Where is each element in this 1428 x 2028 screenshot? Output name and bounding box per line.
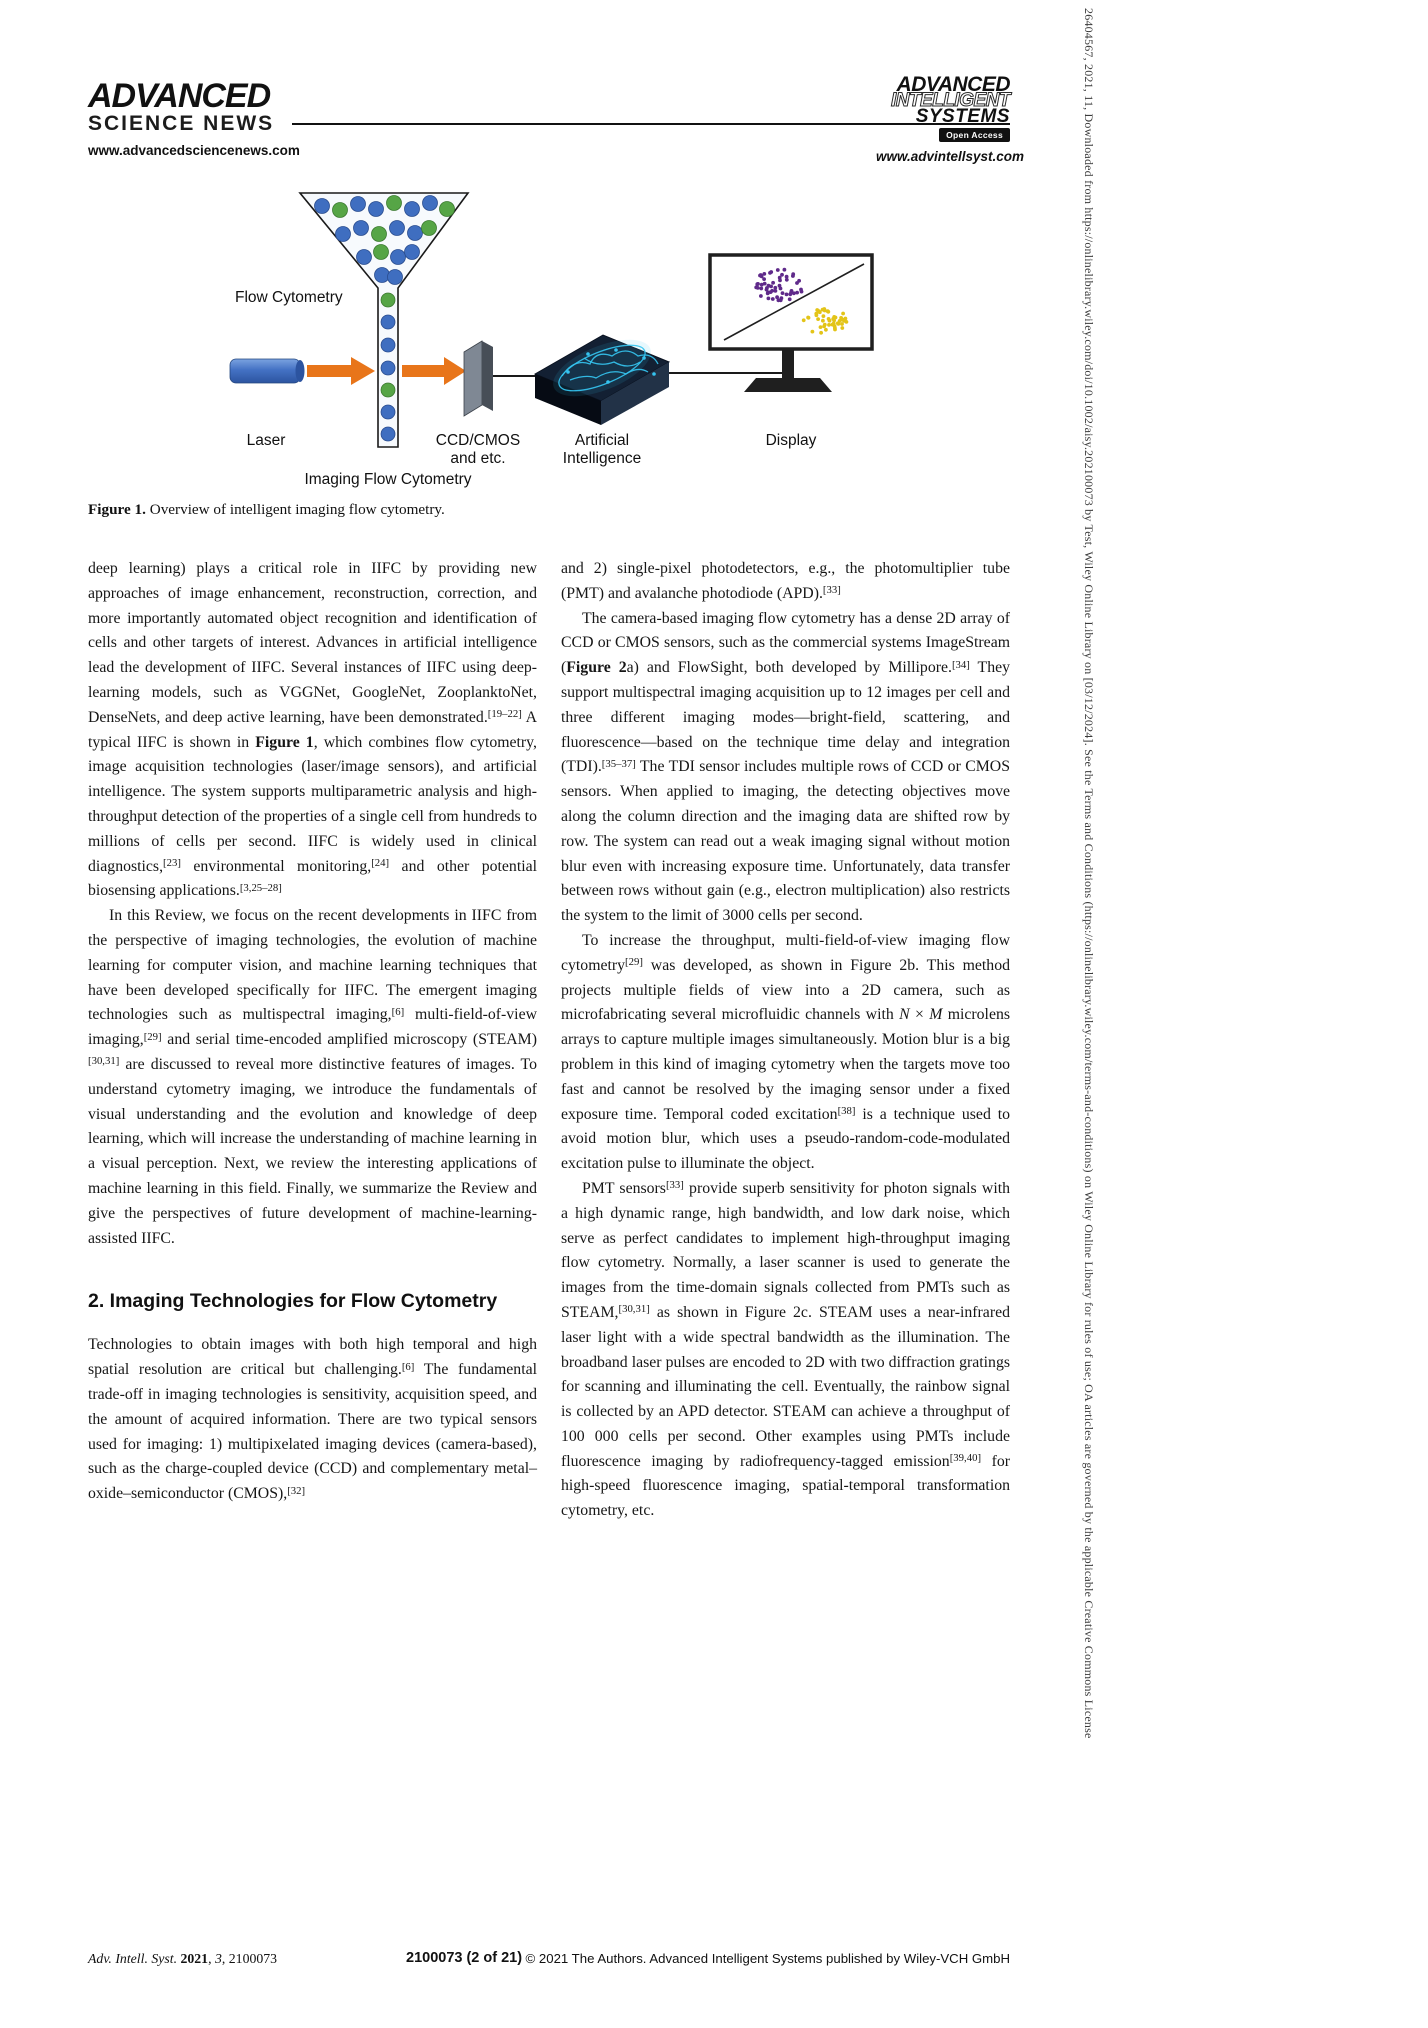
ai-processor-box xyxy=(535,328,669,425)
paragraph-right-1: and 2) single-pixel photodetectors, e.g., the photomultiplier tube (PMT) and avalanche photodiode (APD).[33] xyxy=(561,560,1010,602)
open-access-badge: Open Access xyxy=(939,128,1010,142)
paragraph-left-3: Technologies to obtain images with both high temporal and high spatial resolution are critical but challenging.[6] The fundamental trade-off in imaging technologies is sensitivity, acquisition speed, and the amount of acquired information. There are two typical sensors used for imaging: 1) multipixelated imaging devices (camera-based), such as the charge-coupled device (CCD) and complementary metal–oxide–semiconductor (CMOS),[32] xyxy=(88,1336,537,1503)
logo-ais-advanced-text: ADVANCED xyxy=(896,73,1010,96)
paragraph-right-4: PMT sensors[33] provide superb sensitivity for photon signals with a high dynamic range, high bandwidth, and low dark noise, which serve as perfect candidates to implement high-throughput imaging flow cytometry. Normally, a laser scanner is used to generate the images from the time-domain signals collected from PMTs such as STEAM,[30,31] as shown in Figure 2c. STEAM uses a near-infrared laser light with a wide spectral bandwidth as the illumination. The broadband laser pulses are encoded to 2D with two diffraction gratings for scanning and illuminating the cell. Eventually, the rainbow signal is collected by an APD detector. STEAM can achieve a throughput of 100 000 cells per second. Other examples using PMTs include fluorescence imaging by radiofrequency-tagged emission[39,40] for high-speed fluorescence imaging, spatial-temporal transformation cytometry, etc. xyxy=(561,1179,1010,1520)
label-display: Display xyxy=(765,432,817,449)
label-ccd-line2: and etc. xyxy=(450,450,506,467)
download-license-sidebar-text: 26404567, 2021, 11, Downloaded from https://onlinelibrary.wiley.com/doi/10.1002/aisy.202100073 by Test, Wiley Online Library on [03/12/2024]. See the Terms and Conditions (https://onlinelibrary.wiley.com/terms-and-conditions) on Wiley Online Library for rules of use; OA articles are governed by the applicable Creative Commons License xyxy=(1082,8,1096,1739)
laser-device xyxy=(230,359,305,383)
flow-output-arrow xyxy=(402,357,466,385)
footer-copyright: © 2021 The Authors. Advanced Intelligent Systems published by Wiley-VCH GmbH xyxy=(525,1951,1010,1966)
monitor-stand-base xyxy=(744,378,832,392)
logo-advanced-text: ADVANCED xyxy=(88,77,271,115)
logo-science-news-text: SCIENCE NEWS xyxy=(88,112,275,135)
ccd-sensor-plate xyxy=(464,341,493,416)
right-logo-url[interactable]: www.advintellsyst.com xyxy=(876,149,1025,164)
figure1-diagram xyxy=(88,182,1010,494)
page-footer xyxy=(88,1951,1010,1971)
paragraph-left-1: deep learning) plays a critical role in IIFC by providing new approaches of image enhancement, reconstruction, correction, and more importantly automated object recognition and identification of cells and other targets of interest. Advances in artificial intelligence lead the development of IIFC. Several instances of IIFC using deep-learning models, such as VGGNet, GoogleNet, ZooplanktoNet, DenseNets, and deep active learning, have been demonstrated.[19–22] A typical IIFC is shown in Figure 1, which combines flow cytometry, image acquisition technologies (laser/image sensors), and artificial intelligence. The system supports multiparametric analysis and high-throughput detection of the properties of a single cell from hundreds to millions of cells per second. IIFC is widely used in clinical diagnostics,[23] environmental monitoring,[24] and other potential biosensing applications.[3,25–28] xyxy=(88,560,538,900)
paragraph-right-3: To increase the throughput, multi-field-of-view imaging flow cytometry[29] was developed, as shown in Figure 2b. This method projects multiple fields of view into a 2D camera, such as microfabricating several microfluidic channels with N × M microlens arrays to capture multiple images simultaneously. Motion blur is a big problem in this kind of imaging cytometry when the targets move too fast and cannot be resolved by the imaging sensor under a fixed exposure time. Temporal coded excitation[38] is a technique used to avoid motion blur, which uses a pseudo-random-code-modulated excitation pulse to illuminate the object. xyxy=(561,931,1010,1173)
label-ai-line2: Intelligence xyxy=(562,450,642,467)
logo-ais-intelligent-text: INTELLIGENT xyxy=(890,90,1010,111)
left-column xyxy=(88,557,537,1507)
section-heading-imaging-technologies: 2. Imaging Technologies for Flow Cytometry xyxy=(88,1290,498,1313)
paragraph-left-2: In this Review, we focus on the recent developments in IIFC from the perspective of imaging technologies, the evolution of machine learning for computer vision, and machine learning techniques that have been developed specifically for IIFC. The emergent imaging technologies such as multispectral imaging,[6] multi-field-of-view imaging,[29] and serial time-encoded amplified microscopy (STEAM)[30,31] are discussed to reveal more distinctive features of images. To understand cytometry imaging, we introduce the fundamentals of visual understanding and the evolution and knowledge of deep learning, which will increase the understanding of machine learning in a visual perception. Next, we review the interesting applications of machine learning in this field. Finally, we summarize the Review and give the perspectives of future development of machine-learning-assisted IIFC. xyxy=(88,907,537,1247)
label-imaging-flow-cytometry: Imaging Flow Cytometry xyxy=(304,471,472,488)
figure1-caption-text: Overview of intelligent imaging flow cytometry. xyxy=(149,501,445,518)
display-monitor xyxy=(710,255,872,392)
figure1-container xyxy=(88,182,1010,494)
logo-ais-systems-text: SYSTEMS xyxy=(915,106,1010,127)
laser-beam-arrow xyxy=(307,357,375,385)
label-ccd-line1: CCD/CMOS xyxy=(435,432,521,449)
label-flow-cytometry: Flow Cytometry xyxy=(235,289,343,306)
label-ai-line1: Artificial xyxy=(574,432,630,449)
footer-citation: Adv. Intell. Syst. 2021, 3, 2100073 xyxy=(88,1951,278,1966)
figure1-caption xyxy=(88,501,1010,519)
advanced-intelligent-systems-logo xyxy=(876,73,1025,164)
left-logo-url[interactable]: www.advancedsciencenews.com xyxy=(88,143,300,158)
flow-cytometry-funnel xyxy=(300,193,468,447)
label-laser: Laser xyxy=(246,432,286,449)
paragraph-right-2: The camera-based imaging flow cytometry has a dense 2D array of CCD or CMOS sensors, such as the commercial systems ImageStream (Figure 2a) and FlowSight, both developed by Millipore.[34] They support multispectral imaging acquisition up to 12 images per cell and three different imaging modes—bright-field, scattering, and fluorescence—based on the technique time delay and integration (TDI).[35–37] The TDI sensor includes multiple rows of CCD or CMOS sensors. When applied to imaging, the detecting objectives move along the column direction and the imaging data are shifted row by row. The system can read out a weak imaging signal without motion blur even with increasing exposure time. Unfortunately, data transfer between rows without gain (e.g., electron multiplication) also restricts the system to the limit of 3000 cells per second. xyxy=(561,609,1011,925)
monitor-stand-pole xyxy=(782,347,794,378)
figure1-caption-label: Figure 1. xyxy=(88,501,146,518)
footer-page-number: 2100073 (2 of 21) xyxy=(406,1950,523,1966)
advanced-science-news-logo xyxy=(88,77,300,158)
right-column xyxy=(561,557,1010,1524)
